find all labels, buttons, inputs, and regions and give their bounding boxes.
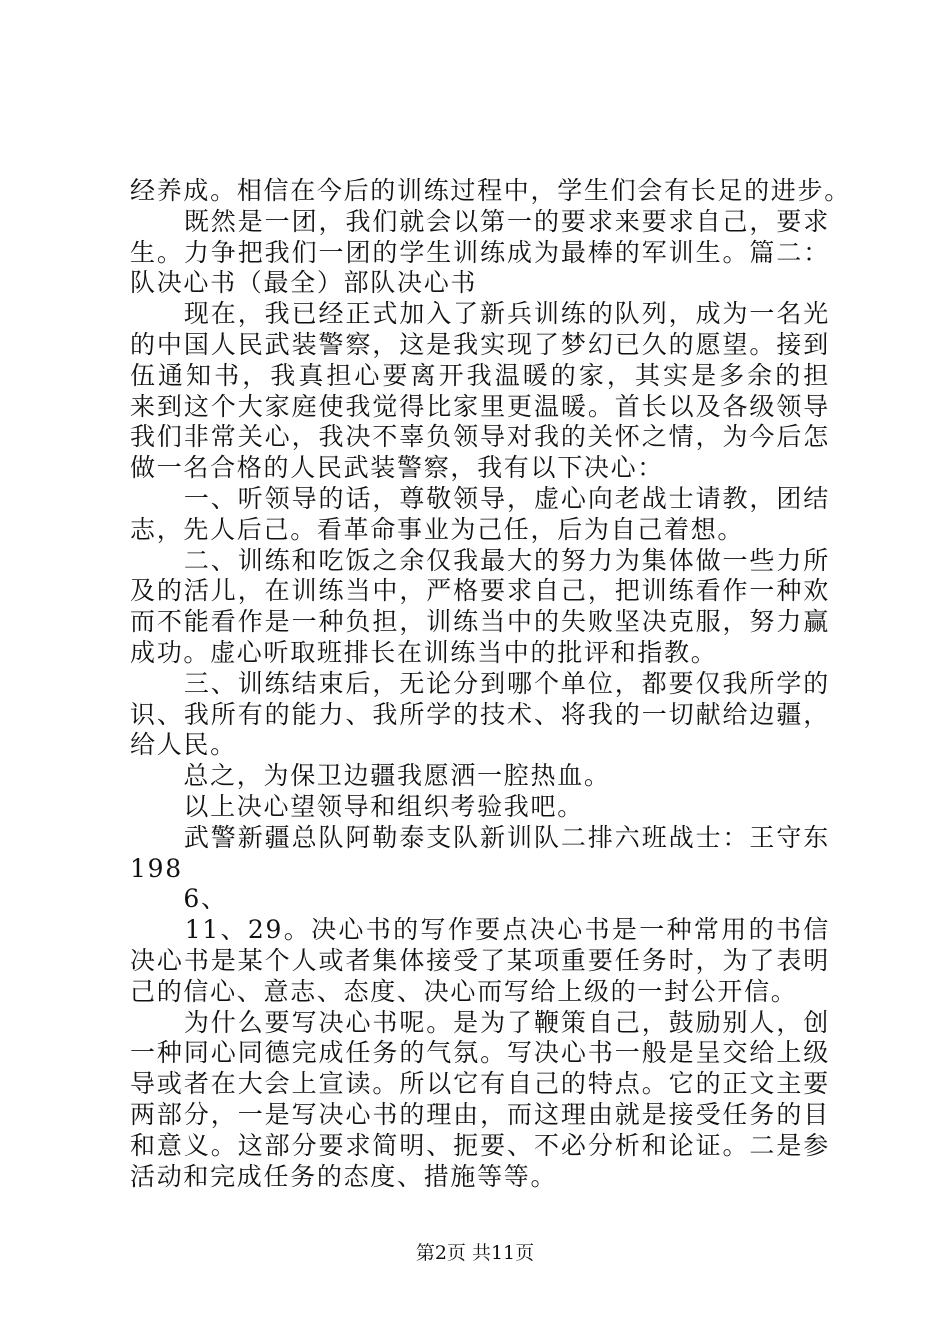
text-line: 现在，我已经正式加入了新兵训练的队列，成为一名光	[183, 299, 830, 329]
text-line: 成功。虚心听取班排长在训练当中的批评和指教。	[130, 638, 718, 667]
text-line: 既然是一团，我们就会以第一的要求来要求自己，要求	[183, 206, 830, 236]
text-line: 我们非常关心，我决不辜负领导对我的关怀之情，为今后怎	[130, 422, 830, 452]
text-line: 11、29。决心书的写作要点决心书是一种常用的书信	[184, 915, 830, 945]
text-line: 伍通知书，我真担心要离开我温暖的家，其实是多余的担	[130, 360, 830, 390]
text-line: 活动和完成任务的态度、措施等等。	[130, 1161, 558, 1191]
text-line: 武警新疆总队阿勒泰支队新训队二排六班战士：王守东	[130, 822, 830, 852]
text-line: 为什么要写决心书呢。是为了鞭策自己，鼓励别人，创	[183, 1007, 830, 1037]
text-line: 总之，为保卫边疆我愿洒一腔热血。	[130, 761, 611, 791]
text-line: 及的活儿，在训练当中，严格要求自己，把训练看作一种欢	[130, 576, 830, 606]
text-line: 做一名合格的人民武装警察，我有以下决心：	[130, 453, 665, 483]
text-line: 198	[130, 853, 183, 883]
text-line: 和意义。这部分要求简明、扼要、不必分析和论证。二是参	[130, 1130, 830, 1160]
text-line: 一种同心同德完成任务的气氛。写决心书一般是呈交给上级	[130, 1038, 830, 1068]
text-line: 识、我所有的能力、我所学的技术、将我的一切献给边疆，	[130, 699, 830, 729]
text-line: 两部分，一是写决心书的理由，而这理由就是接受任务的目	[130, 1100, 830, 1129]
text-line: 给人民。	[130, 730, 237, 760]
page-footer: 第2页 共11页	[415, 1242, 535, 1264]
text-line: 三、训练结束后，无论分到哪个单位，都要仅我所学的	[183, 668, 830, 698]
text-line: 的中国人民武装警察，这是我实现了梦幻已久的愿望。接到	[130, 330, 830, 359]
text-line: 导或者在大会上宣读。所以它有自己的特点。它的正文主要	[130, 1069, 830, 1099]
text-line: 二、训练和吃饭之余仅我最大的努力为集体做一些力所	[183, 545, 830, 575]
text-line: 己的信心、意志、态度、决心而写给上级的一封公开信。	[130, 976, 798, 1006]
text-line: 队决心书（最全）部队决心书	[130, 268, 478, 298]
text-line: 生。力争把我们一团的学生训练成为最棒的军训生。篇二：	[130, 237, 830, 267]
text-line: 志，先人后己。看革命事业为己任，后为自己着想。	[130, 514, 745, 544]
text-line: 而不能看作是一种负担，训练当中的失败坚决克服，努力赢	[130, 607, 830, 637]
text-line: 决心书是某个人或者集体接受了某项重要任务时，为了表明	[130, 946, 830, 975]
text-line: 来到这个大家庭使我觉得比家里更温暖。首长以及各级领导	[130, 391, 830, 421]
text-line: 以上决心望领导和组织考验我吧。	[130, 792, 584, 821]
text-line: 一、听领导的话，尊敬领导，虚心向老战士请教，团结	[183, 484, 830, 513]
text-line: 经养成。相信在今后的训练过程中，学生们会有长足的进步。	[130, 176, 851, 205]
text-line: 6、	[130, 884, 228, 914]
